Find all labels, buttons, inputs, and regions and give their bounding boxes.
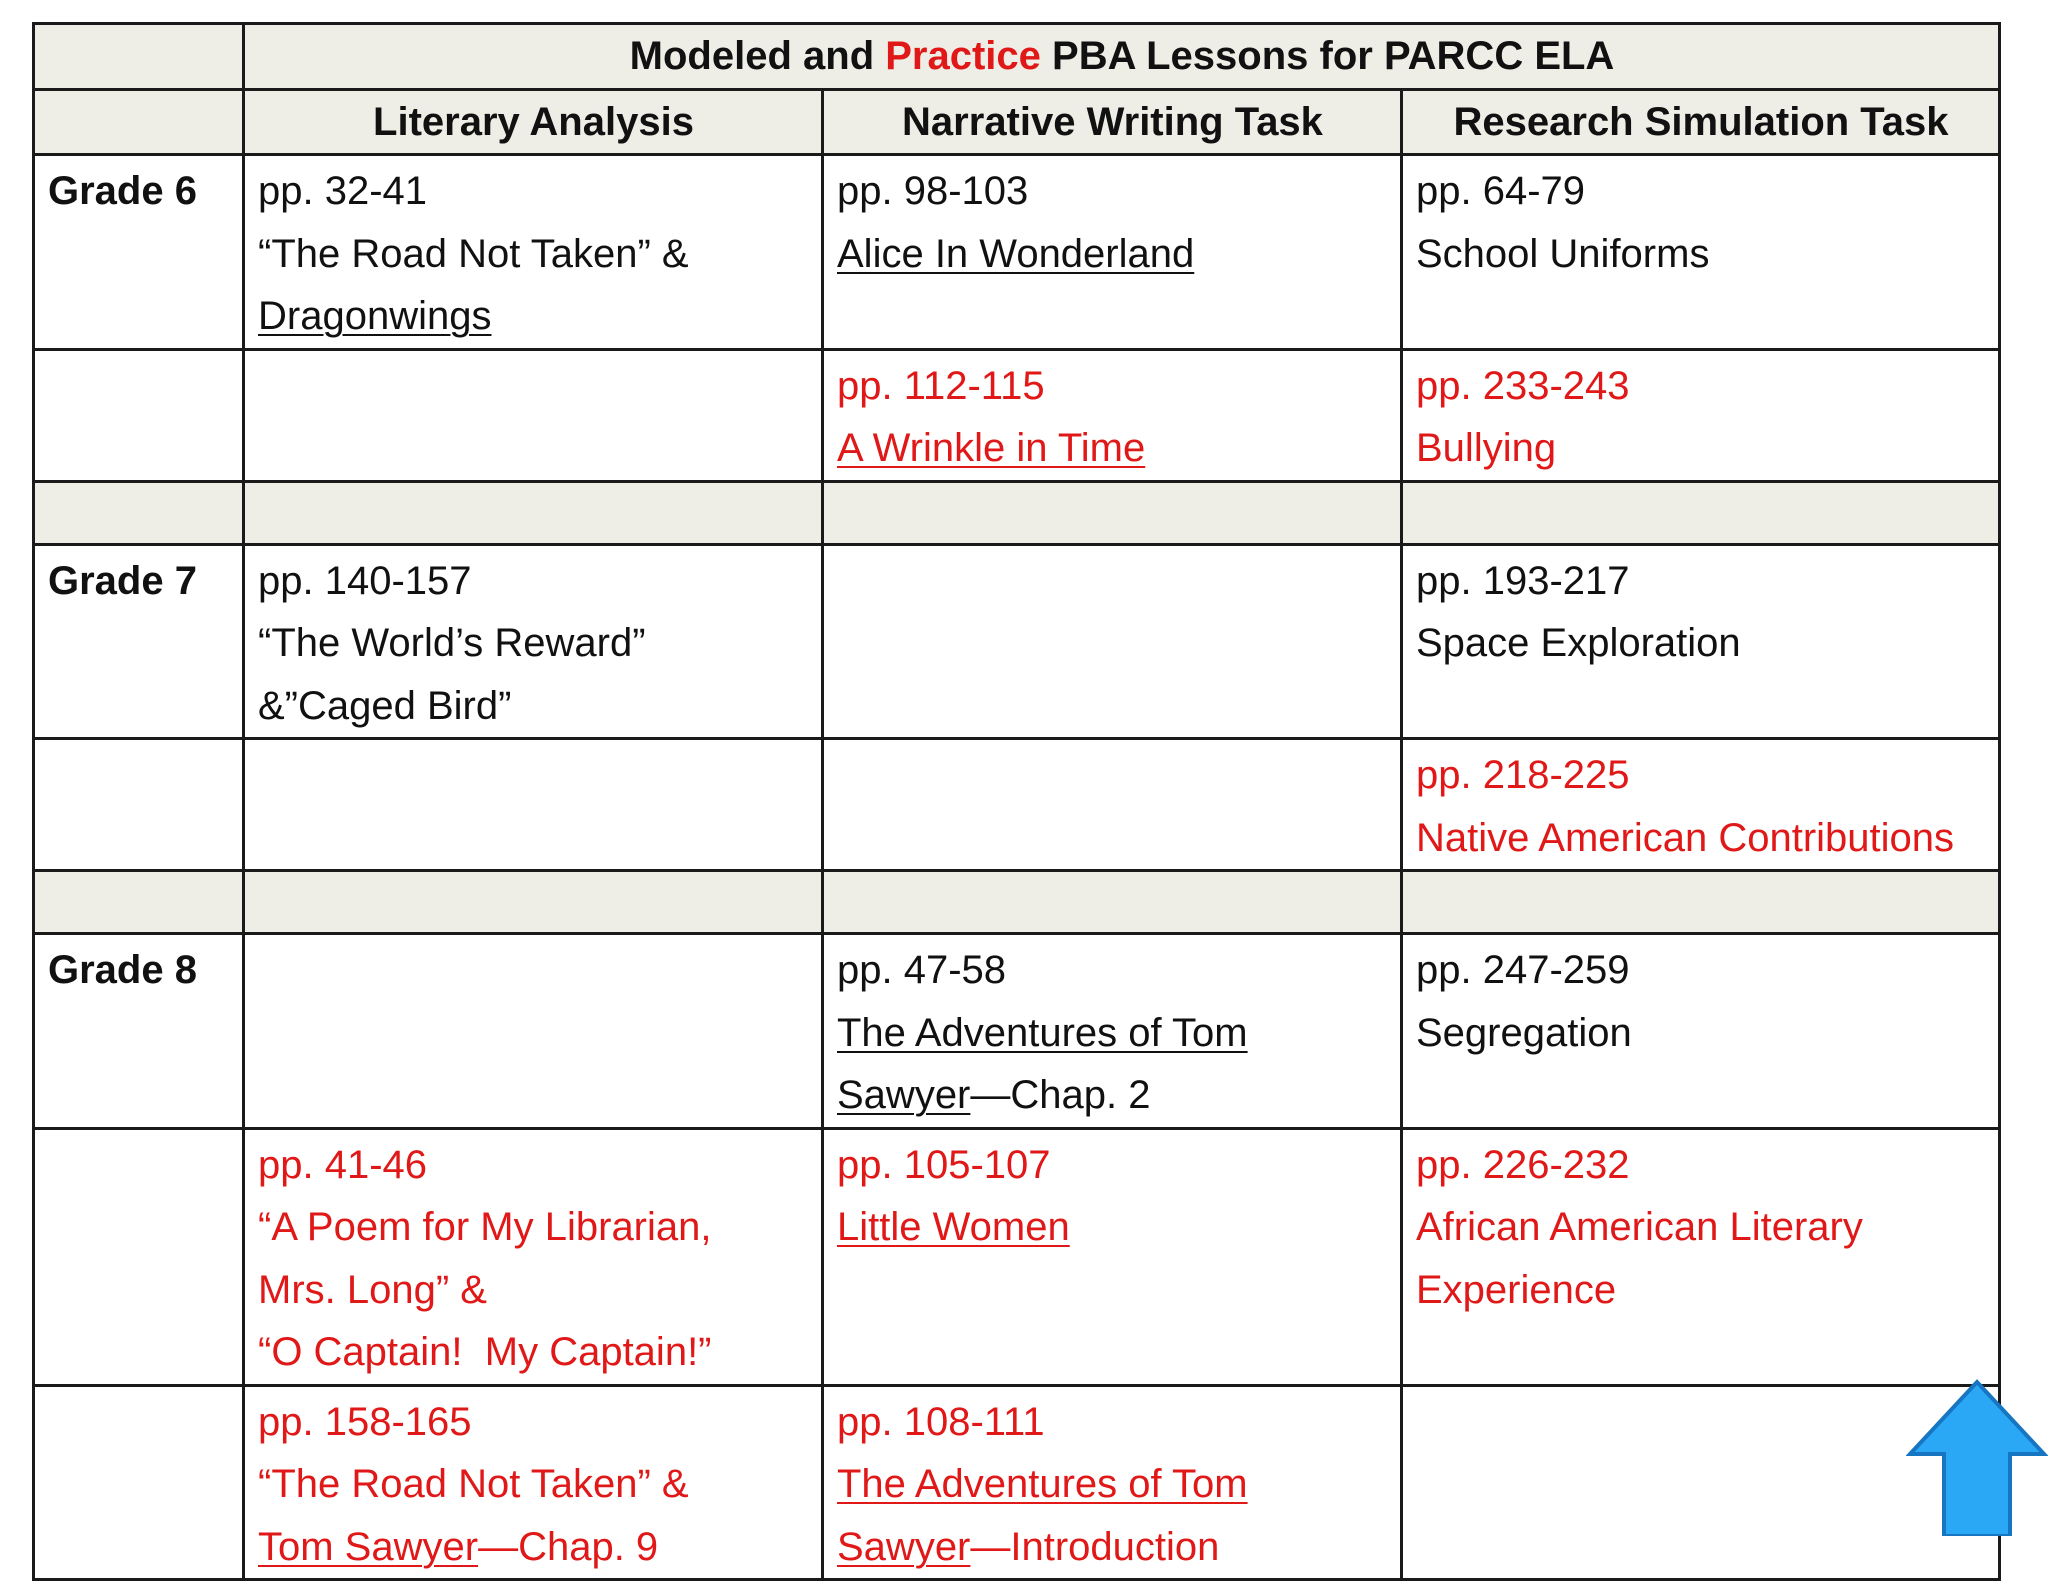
table-cell (244, 349, 823, 481)
col-header-literary: Literary Analysis (244, 89, 823, 155)
table-cell: pp. 98-103 Alice In Wonderland (823, 155, 1402, 350)
table-cell (823, 739, 1402, 871)
table-cell: pp. 158-165 “The Road Not Taken” & Tom Sawyer—Chap. 9 (244, 1385, 823, 1580)
table-cell: pp. 233-243 Bullying (1402, 349, 2000, 481)
grade-header-cell (34, 89, 244, 155)
table-cell: pp. 140-157 “The World’s Reward” &”Caged Bird” (244, 544, 823, 739)
table-cell: pp. 247-259 Segregation (1402, 934, 2000, 1129)
table-cell (34, 349, 244, 481)
book-title-link: Little Women (837, 1205, 1070, 1249)
corner-cell (34, 24, 244, 90)
book-title-link: Sawyer (837, 1073, 971, 1117)
spacer-row (34, 481, 2000, 544)
table-cell: pp. 41-46 “A Poem for My Librarian, Mrs. Long” & “O Captain! My Captain!” (244, 1128, 823, 1385)
table-cell: pp. 64-79 School Uniforms (1402, 155, 2000, 350)
table-row (34, 1385, 2000, 1580)
col-header-narrative: Narrative Writing Task (823, 89, 1402, 155)
table-cell (244, 934, 823, 1129)
table-cell (823, 544, 1402, 739)
table-row (34, 1128, 2000, 1385)
book-title-link: Alice In Wonderland (837, 231, 1195, 276)
table-cell: pp. 47-58 The Adventures of Tom Sawyer—Chap. 2 (823, 934, 1402, 1129)
table-cell: pp. 112-115 A Wrinkle in Time (823, 349, 1402, 481)
table-cell: pp. 226-232 African American Literary Experience (1402, 1128, 2000, 1385)
table-cell (244, 739, 823, 871)
table-cell: pp. 32-41 “The Road Not Taken” & Dragonwings (244, 155, 823, 350)
table-cell: pp. 105-107 Little Women (823, 1128, 1402, 1385)
title-highlight: Practice (885, 34, 1041, 78)
table-cell (34, 739, 244, 871)
table-cell: pp. 108-111 The Adventures of Tom Sawyer—Introduction (823, 1385, 1402, 1580)
col-header-research: Research Simulation Task (1402, 89, 2000, 155)
book-title-link: The Adventures of Tom (837, 1010, 1248, 1055)
book-title-link: Dragonwings (258, 294, 492, 338)
grade-label: Grade 6 (34, 155, 244, 350)
table-row (34, 349, 2000, 481)
table-row (34, 544, 2000, 739)
table-cell (34, 1128, 244, 1385)
up-arrow-shape[interactable] (1910, 1382, 2044, 1536)
table-row (34, 934, 2000, 1129)
book-title-link: Tom Sawyer (258, 1524, 479, 1569)
up-arrow-icon[interactable] (1906, 1378, 2048, 1536)
spacer-row (34, 871, 2000, 934)
table-cell: pp. 193-217 Space Exploration (1402, 544, 2000, 739)
book-title-link: A Wrinkle in Time (837, 426, 1146, 470)
table-title: Modeled and Practice PBA Lessons for PARCC ELA (244, 24, 2000, 90)
column-header-row (34, 89, 2000, 155)
book-title-link: Sawyer (837, 1524, 971, 1569)
title-row (34, 24, 2000, 90)
pba-lessons-table (32, 22, 2001, 1581)
grade-label: Grade 8 (34, 934, 244, 1129)
table-row (34, 739, 2000, 871)
grade-label: Grade 7 (34, 544, 244, 739)
table-row (34, 155, 2000, 350)
table-cell: pp. 218-225 Native American Contributions (1402, 739, 2000, 871)
book-title-link: The Adventures of Tom (837, 1462, 1248, 1506)
table-cell (34, 1385, 244, 1580)
